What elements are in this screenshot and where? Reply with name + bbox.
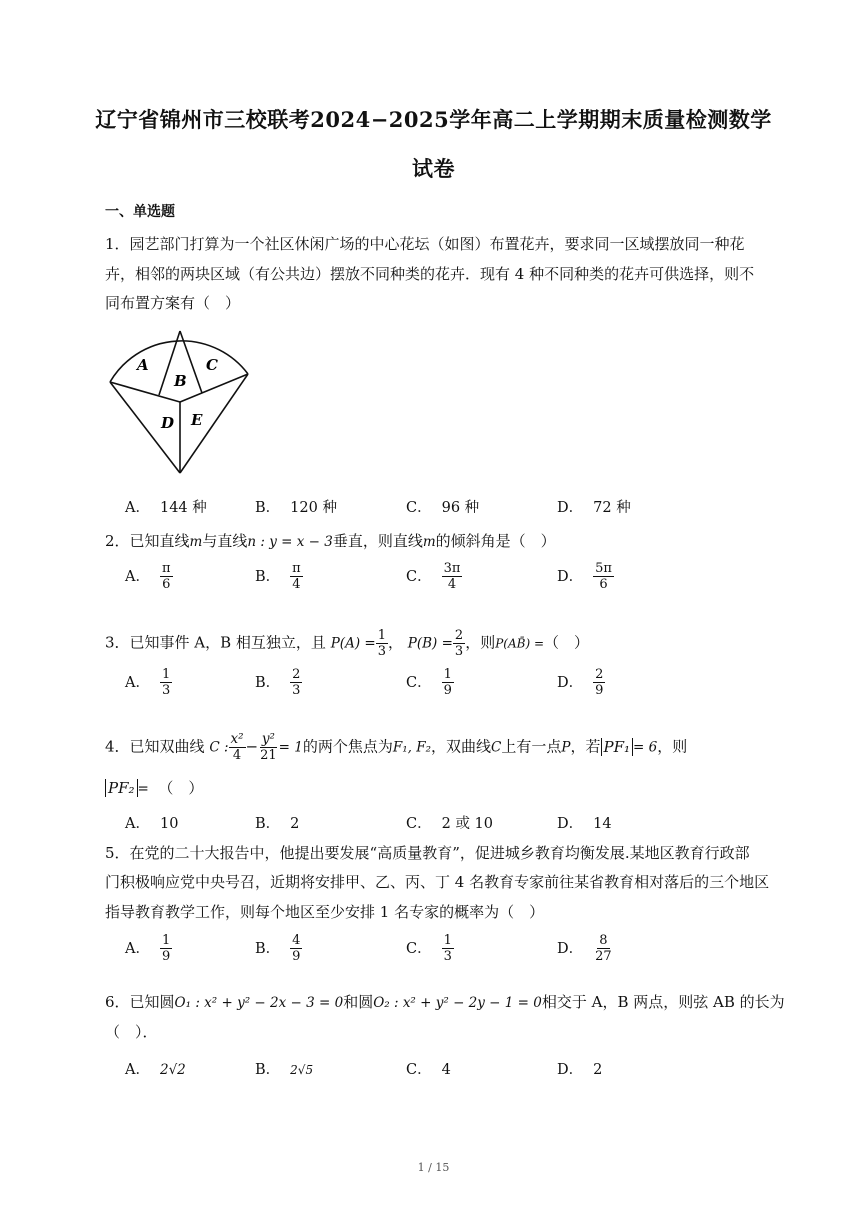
q1-option-c[interactable]: [406, 496, 479, 517]
q6-option-a[interactable]: [125, 1058, 186, 1079]
option-label: D．: [557, 500, 584, 516]
q6-circle-o1: O₁ : x² + y² − 2x − 3 = 0: [174, 995, 344, 1011]
q6-prefix: 6．已知圆: [105, 993, 175, 1011]
q4-suffix: （ ）: [158, 779, 204, 797]
frac-numerator: 1: [443, 933, 452, 948]
option-label: B．: [255, 816, 281, 832]
frac-denominator: 4: [447, 577, 457, 592]
frac-numerator: 2: [595, 667, 604, 682]
option-label: B．: [255, 940, 281, 957]
q4-stem-line2: [105, 777, 203, 798]
q2-var-m: m: [189, 534, 203, 550]
option-text: 2√5: [290, 1063, 314, 1077]
q4-equals-one: = 1: [278, 739, 303, 756]
option-text: 4: [441, 1062, 451, 1078]
option-text: 2: [290, 816, 300, 832]
option-text: 120 种: [290, 500, 337, 516]
q4-equals-six: = 6: [633, 739, 658, 756]
option-label: B．: [255, 500, 281, 516]
q6-stem: [105, 991, 785, 1012]
q2-option-d[interactable]: [557, 561, 614, 592]
option-label: D．: [557, 568, 584, 585]
q6-stem-line2: （ ）．: [105, 1023, 158, 1041]
q2-prefix: 2．已知直线: [105, 532, 190, 550]
q4-text: ，双曲线: [431, 737, 492, 756]
q2-suffix: 的倾斜角是（ ）: [435, 532, 556, 550]
frac-denominator: 4: [292, 577, 301, 592]
option-label: C．: [406, 500, 432, 516]
flower-bed-figure: [108, 330, 250, 478]
option-label: C．: [406, 674, 432, 691]
q5-option-d[interactable]: [557, 933, 614, 964]
frac-denominator: 9: [161, 949, 171, 964]
q3-pb: P(B) =: [407, 635, 453, 652]
option-label: D．: [557, 816, 584, 832]
frac-numerator: 1: [443, 667, 452, 682]
frac-denominator: 4: [232, 748, 242, 763]
frac-numerator: 1: [161, 933, 171, 948]
q3-option-b[interactable]: [255, 667, 302, 698]
q4-option-b[interactable]: [255, 812, 299, 833]
option-label: A．: [125, 1062, 150, 1078]
q4-option-d[interactable]: [557, 812, 612, 833]
figure-divider-ad: [110, 382, 180, 402]
frac-numerator: 5π: [595, 561, 612, 576]
q4-option-c[interactable]: [406, 812, 493, 833]
q3-option-c[interactable]: [406, 667, 454, 698]
option-label: C．: [406, 816, 432, 832]
option-label: C．: [406, 568, 432, 585]
frac-numerator: π: [161, 561, 171, 576]
q4-then: ，则: [657, 737, 688, 756]
q1-option-b[interactable]: [255, 496, 337, 517]
region-label-a: A: [137, 356, 149, 374]
frac-denominator: 3: [377, 644, 386, 659]
q2-option-b[interactable]: [255, 561, 303, 592]
option-label: A．: [125, 674, 150, 691]
option-text: 144 种: [159, 500, 207, 516]
frac-denominator: 21: [260, 748, 277, 763]
q4-abs-pf2: PF₂: [105, 779, 138, 797]
q4-option-a[interactable]: [125, 812, 178, 833]
q5-option-b[interactable]: [255, 933, 302, 964]
q1-option-a[interactable]: [125, 496, 207, 517]
option-text: 2 或 10: [441, 816, 494, 832]
option-label: A．: [125, 500, 150, 516]
region-label-d: D: [161, 414, 175, 432]
page-number: 1 / 15: [417, 1161, 450, 1174]
region-label-c: C: [206, 356, 218, 374]
frac-numerator: 8: [599, 933, 608, 948]
option-label: B．: [255, 1062, 281, 1078]
q1-option-d[interactable]: [557, 496, 631, 517]
option-label: B．: [255, 568, 281, 585]
q4-text: ，若: [570, 737, 601, 756]
frac-denominator: 6: [162, 577, 171, 592]
frac-denominator: 3: [443, 949, 452, 964]
q2-var-m: m: [422, 534, 436, 550]
option-label: A．: [125, 568, 150, 585]
section-heading: 一、单选题: [105, 204, 175, 220]
frac-numerator: 3π: [443, 561, 461, 576]
option-text: 10: [159, 816, 179, 832]
q3-option-a[interactable]: [125, 667, 172, 698]
frac-denominator: 3: [454, 644, 464, 659]
option-text: 14: [593, 816, 612, 832]
frac-numerator: x²: [230, 731, 244, 747]
option-label: D．: [557, 674, 584, 691]
q3-pa: P(A) =: [330, 635, 376, 652]
q5-option-a[interactable]: [125, 933, 172, 964]
frac-numerator: 2: [292, 667, 301, 682]
q2-stem: [105, 530, 556, 551]
q6-suffix: 相交于 A，B 两点，则弦 AB 的长为: [541, 993, 785, 1011]
exam-title-line1: 辽宁省锦州市三校联考2024−2025学年高二上学期期末质量检测数学: [95, 107, 772, 132]
option-label: B．: [255, 674, 281, 691]
q4-point: P: [561, 739, 571, 756]
q2-text: 垂直，则直线: [332, 532, 423, 550]
q4-text: 上有一点: [501, 737, 562, 756]
region-label-e: E: [191, 411, 203, 429]
frac-numerator: 2: [454, 628, 464, 643]
frac-numerator: 1: [377, 628, 386, 643]
q5-text-line1: 5．在党的二十大报告中，他提出要发展“高质量教育”，促进城乡教育均衡发展.某地区教育行政部: [105, 844, 750, 862]
option-label: A．: [125, 940, 150, 957]
q6-circle-o2: O₂ : x² + y² − 2y − 1 = 0: [373, 995, 542, 1011]
frac-denominator: 9: [595, 683, 604, 698]
frac-numerator: 4: [292, 933, 301, 948]
q4-curve-name: C :: [209, 739, 229, 756]
q6-option-b[interactable]: [255, 1058, 313, 1079]
q4-equals: =: [137, 781, 149, 797]
q4-prefix: 4．已知双曲线: [105, 737, 205, 756]
q1-text-line1: 1．园艺部门打算为一个社区休闲广场的中心花坛（如图）布置花卉，要求同一区域摆放同一种花: [105, 235, 745, 253]
option-text: 2√2: [159, 1062, 186, 1078]
q4-foci: F₁, F₂: [392, 739, 432, 756]
frac-denominator: 3: [292, 683, 301, 698]
q3-then: ，则: [465, 633, 496, 652]
option-text: 96 种: [441, 500, 480, 516]
option-label: D．: [557, 940, 584, 957]
q6-option-d[interactable]: [557, 1058, 602, 1079]
q5-text-line3: 指导教育教学工作，则每个地区至少安排 1 名专家的概率为（ ）: [105, 903, 545, 921]
q2-line-equation: n : y = x − 3: [247, 534, 333, 550]
q4-stem: [105, 732, 687, 763]
q4-minus: −: [245, 737, 259, 756]
q5-option-c[interactable]: [406, 933, 454, 964]
q3-ask: P(AB̄) =: [495, 636, 545, 651]
frac-denominator: 3: [161, 683, 171, 698]
q2-option-a[interactable]: [125, 561, 173, 592]
q3-stem: [105, 628, 589, 659]
q4-text: 的两个焦点为: [302, 737, 393, 756]
q3-suffix: （ ）: [544, 633, 590, 652]
q4-abs-pf1: PF₁: [601, 738, 634, 756]
frac-numerator: π: [292, 561, 301, 576]
q3-prefix: 3．已知事件 A，B 相互独立，且: [105, 633, 326, 652]
region-label-b: B: [174, 372, 187, 390]
q6-option-c[interactable]: [406, 1058, 451, 1079]
q3-option-d[interactable]: [557, 667, 605, 698]
q1-text-line2: 卉，相邻的两块区域（有公共边）摆放不同种类的花卉．现有 4 种不同种类的花卉可供选择，则不: [105, 265, 755, 283]
frac-denominator: 6: [599, 577, 608, 592]
frac-denominator: 27: [595, 949, 612, 964]
option-label: A．: [125, 816, 150, 832]
option-label: D．: [557, 1062, 584, 1078]
option-text: 2: [593, 1062, 603, 1078]
q3-separator: ，: [387, 633, 403, 652]
frac-denominator: 9: [292, 949, 301, 964]
q6-text: 和圆: [343, 993, 374, 1011]
frac-denominator: 9: [443, 683, 452, 698]
q2-option-c[interactable]: [406, 561, 462, 592]
option-label: C．: [406, 1062, 432, 1078]
option-label: C．: [406, 940, 432, 957]
frac-numerator: 1: [161, 667, 171, 682]
q1-text-line3: 同布置方案有（ ）: [105, 294, 241, 312]
exam-title-line2: 试卷: [412, 156, 455, 181]
frac-numerator: y²: [261, 731, 275, 747]
q4-curve-name: C: [491, 739, 502, 756]
q5-text-line2: 门积极响应党中央号召，近期将安排甲、乙、丙、丁 4 名教育专家前往某省教育相对落后的三个地区: [105, 873, 770, 891]
option-text: 72 种: [593, 500, 631, 516]
q2-text: 与直线: [202, 532, 248, 550]
